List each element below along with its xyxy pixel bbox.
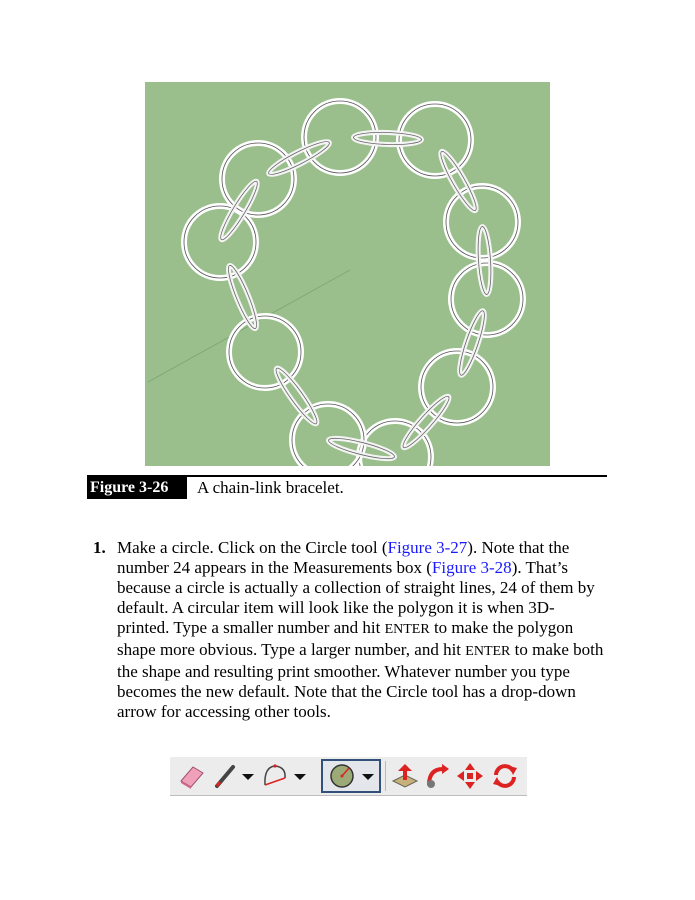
chain-ring-outline [446, 186, 518, 258]
step-text: because a circle is actually a collection of straight lines, 24 of them by [117, 578, 595, 597]
chain-ring-outline [304, 101, 376, 173]
rotate-tool-button[interactable] [490, 761, 520, 791]
step-text: Make a circle. Click on the Circle tool ( [117, 538, 388, 557]
figure-3-27-link[interactable]: Figure 3-27 [387, 538, 468, 557]
toolbar-divider [385, 761, 386, 791]
follow-me-icon [423, 761, 451, 791]
push-pull-tool-button[interactable] [390, 761, 420, 791]
step-number: 1. [93, 538, 106, 557]
chain-ring-outline [399, 104, 471, 176]
chain-ring-outline [184, 206, 256, 278]
step-text: the shape and resulting print smoother. Whatever number you type [117, 662, 570, 681]
chain-link-bracelet-image [145, 82, 550, 466]
move-icon [455, 761, 485, 791]
figure-caption: A chain-link bracelet. [197, 478, 344, 497]
push-pull-icon [390, 761, 420, 791]
sketchup-toolbar [170, 757, 527, 796]
circle-tool-button[interactable] [321, 759, 381, 793]
step-text: default. A circular item will look like the polygon it is when 3D- [117, 598, 555, 617]
step-text: ). That’s [511, 558, 569, 577]
eraser-tool-button[interactable] [176, 761, 206, 791]
step-paragraph [117, 538, 613, 722]
arc-icon [260, 761, 290, 791]
pencil-icon [212, 761, 238, 791]
chevron-down-icon [240, 761, 256, 791]
chain-ring-outline [451, 263, 523, 335]
chain-link [436, 149, 480, 214]
arc-tool-button[interactable] [260, 761, 290, 791]
step-text: number 24 appears in the Measurements box ( [117, 558, 432, 577]
circle-icon [323, 761, 379, 791]
pencil-tool-button[interactable] [212, 761, 238, 791]
follow-me-tool-button[interactable] [423, 761, 451, 791]
move-tool-button[interactable] [455, 761, 485, 791]
step-text: shape more obvious. Type a larger number, and hit [117, 640, 466, 659]
bracelet-rings [184, 101, 523, 466]
arc-dropdown-button[interactable] [292, 761, 308, 791]
step-text: ). Note that the [467, 538, 570, 557]
rotate-icon [490, 761, 520, 791]
step-text: to make the polygon [429, 618, 574, 637]
chain-ring-outline [421, 351, 493, 423]
figure-label: Figure 3-26 [87, 477, 187, 499]
figure-3-28-link[interactable]: Figure 3-28 [431, 558, 512, 577]
step-text: becomes the new default. Note that the Circle tool has a drop-down [117, 682, 576, 701]
step-text: arrow for accessing other tools. [117, 702, 331, 721]
enter-key: ENTER [465, 644, 511, 659]
eraser-icon [176, 761, 206, 791]
chain-link [266, 137, 332, 179]
step-text: printed. Type a smaller number and hit [117, 618, 385, 637]
chevron-down-icon [292, 761, 308, 791]
enter-key: ENTER [384, 622, 430, 637]
step-text: to make both [510, 640, 604, 659]
chain-ring-outline [222, 143, 294, 215]
step-1 [93, 538, 613, 722]
pencil-dropdown-button[interactable] [240, 761, 256, 791]
